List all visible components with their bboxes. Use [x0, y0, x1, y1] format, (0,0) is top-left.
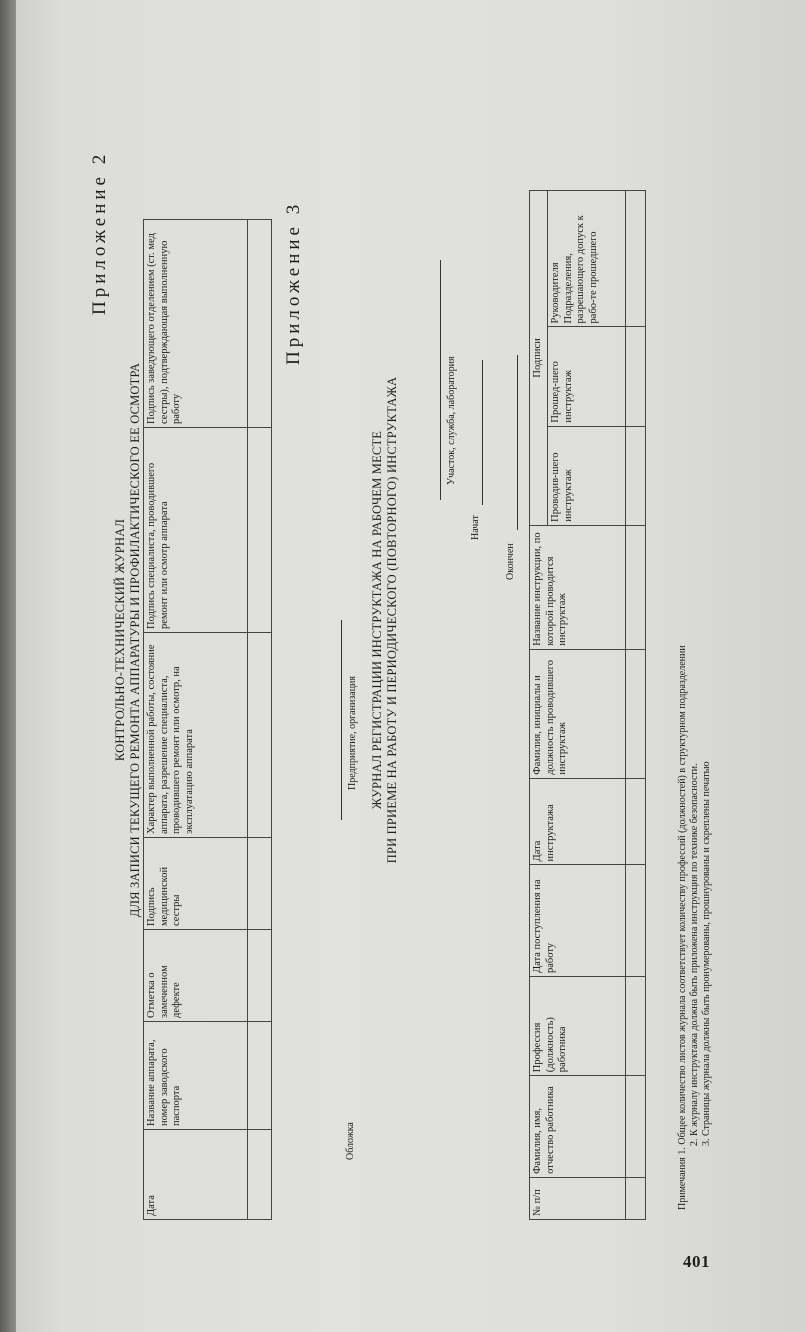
- table-cell: [248, 428, 272, 633]
- notes-prefix: Примечания: [677, 1157, 688, 1210]
- appendix-3-title-line1: ЖУРНАЛ РЕГИСТРАЦИИ ИНСТРУКТАЖА НА РАБОЧЕМ МЕСТЕ: [370, 430, 384, 810]
- column-header: Название аппарата, номер заводского паспорта: [144, 1022, 248, 1130]
- table-cell: [248, 633, 272, 838]
- table-cell: [626, 327, 646, 426]
- note-item: [701, 645, 713, 1210]
- appendix-3-title: [370, 320, 400, 920]
- table-cell: [626, 1177, 646, 1219]
- appendix-2-table: [143, 219, 272, 1220]
- column-header: Фамилия, имя, отчество работника: [530, 1076, 626, 1178]
- note-text: 2. К журналу инструктажа должна быть приложена инструкция по технике безопасности.: [689, 763, 700, 1146]
- table-cell: [248, 930, 272, 1022]
- note-item: [677, 645, 689, 1210]
- column-header: Название инструкции, по которой проводится инструктаж: [530, 525, 626, 649]
- column-header: Дата поступления на работу: [530, 865, 626, 977]
- table-cell: [626, 977, 646, 1076]
- appendix-2-header-row: [144, 220, 248, 1220]
- table-cell: [626, 525, 646, 649]
- column-header: Подпись медицинской сестры: [144, 838, 248, 930]
- table-cell: [626, 778, 646, 865]
- table-cell: [626, 649, 646, 778]
- table-row: [248, 220, 272, 1220]
- notes-block: [677, 645, 713, 1210]
- department-line: [440, 260, 441, 500]
- appendix-2-title-line2: ДЛЯ ЗАПИСИ ТЕКУЩЕГО РЕМОНТА АППАРАТУРЫ И ПРОФИЛАКТИЧЕСКОГО ЕЕ ОСМОТРА: [128, 362, 142, 918]
- column-header: Подпись заведующего отделением (ст. мед сестры), подтверждающая выполненную работу: [144, 220, 248, 428]
- appendix-2-heading: Приложение 2: [89, 150, 110, 315]
- rotated-page-content: [85, 40, 725, 1220]
- column-header: № п/п: [530, 1177, 626, 1219]
- organization-line: [341, 620, 342, 820]
- start-label: Начат: [470, 515, 481, 540]
- cover-label: Обложка: [345, 1122, 356, 1160]
- column-header: Подпись специалиста, проводившего ремонт или осмотр аппарата: [144, 428, 248, 633]
- note-item: [689, 645, 701, 1210]
- end-line: [517, 355, 518, 530]
- column-header: Руководителя Подразделения, разрешающего допуск к рабо-те прошедшего: [548, 191, 626, 327]
- start-line: [482, 360, 483, 505]
- column-header: Отметка о замеченном дефекте: [144, 930, 248, 1022]
- column-header: Прошед-шего инструктаж: [548, 327, 626, 426]
- column-header: Профессия (должность) работника: [530, 977, 626, 1076]
- appendix-2-title-line1: КОНТРОЛЬНО-ТЕХНИЧЕСКИЙ ЖУРНАЛ: [113, 518, 127, 762]
- book-spine: [0, 0, 16, 1332]
- end-label: Окончен: [505, 543, 516, 580]
- department-label: Участок, служба, лаборатория: [446, 356, 457, 485]
- table-cell: [626, 191, 646, 327]
- table-cell: [626, 426, 646, 525]
- appendix-3-title-line2: ПРИ ПРИЕМЕ НА РАБОТУ И ПЕРИОДИЧЕСКОГО (ПОВТОРНОГО) ИНСТРУКТАЖА: [385, 376, 399, 864]
- column-header: Дата инструктажа: [530, 778, 626, 865]
- column-header: Дата: [144, 1130, 248, 1220]
- table-cell: [248, 838, 272, 930]
- appendix-2-title: [113, 120, 143, 1160]
- table-cell: [248, 1130, 272, 1220]
- appendix-3-table: [529, 190, 646, 1220]
- note-text: 1. Общее количество листов журнала соответствует количеству профессий (должностей) в структурном подразделении: [677, 645, 688, 1155]
- column-header: Фамилия, инициалы и должность проводившего инструктаж: [530, 649, 626, 778]
- note-text: 3. Страницы журнала должны быть пронумерованы, прошнурованы и скреплены печатью: [701, 761, 712, 1146]
- column-header: Характер выполненной работы, состояние аппарата, разрешение специалиста, проводившего ремонт или осмотр, на эксплуатацию аппарата: [144, 633, 248, 838]
- table-row: [626, 191, 646, 1220]
- appendix-3-header-row: [530, 191, 548, 1220]
- table-cell: [626, 865, 646, 977]
- appendix-3-heading: Приложение 3: [283, 200, 304, 365]
- organization-label: Предприятие, организация: [347, 675, 358, 790]
- table-cell: [248, 1022, 272, 1130]
- signatures-header: Подписи: [530, 191, 548, 526]
- page-number: 401: [683, 1252, 710, 1271]
- table-cell: [626, 1076, 646, 1178]
- table-cell: [248, 220, 272, 428]
- column-header: Проводив-шего инструктаж: [548, 426, 626, 525]
